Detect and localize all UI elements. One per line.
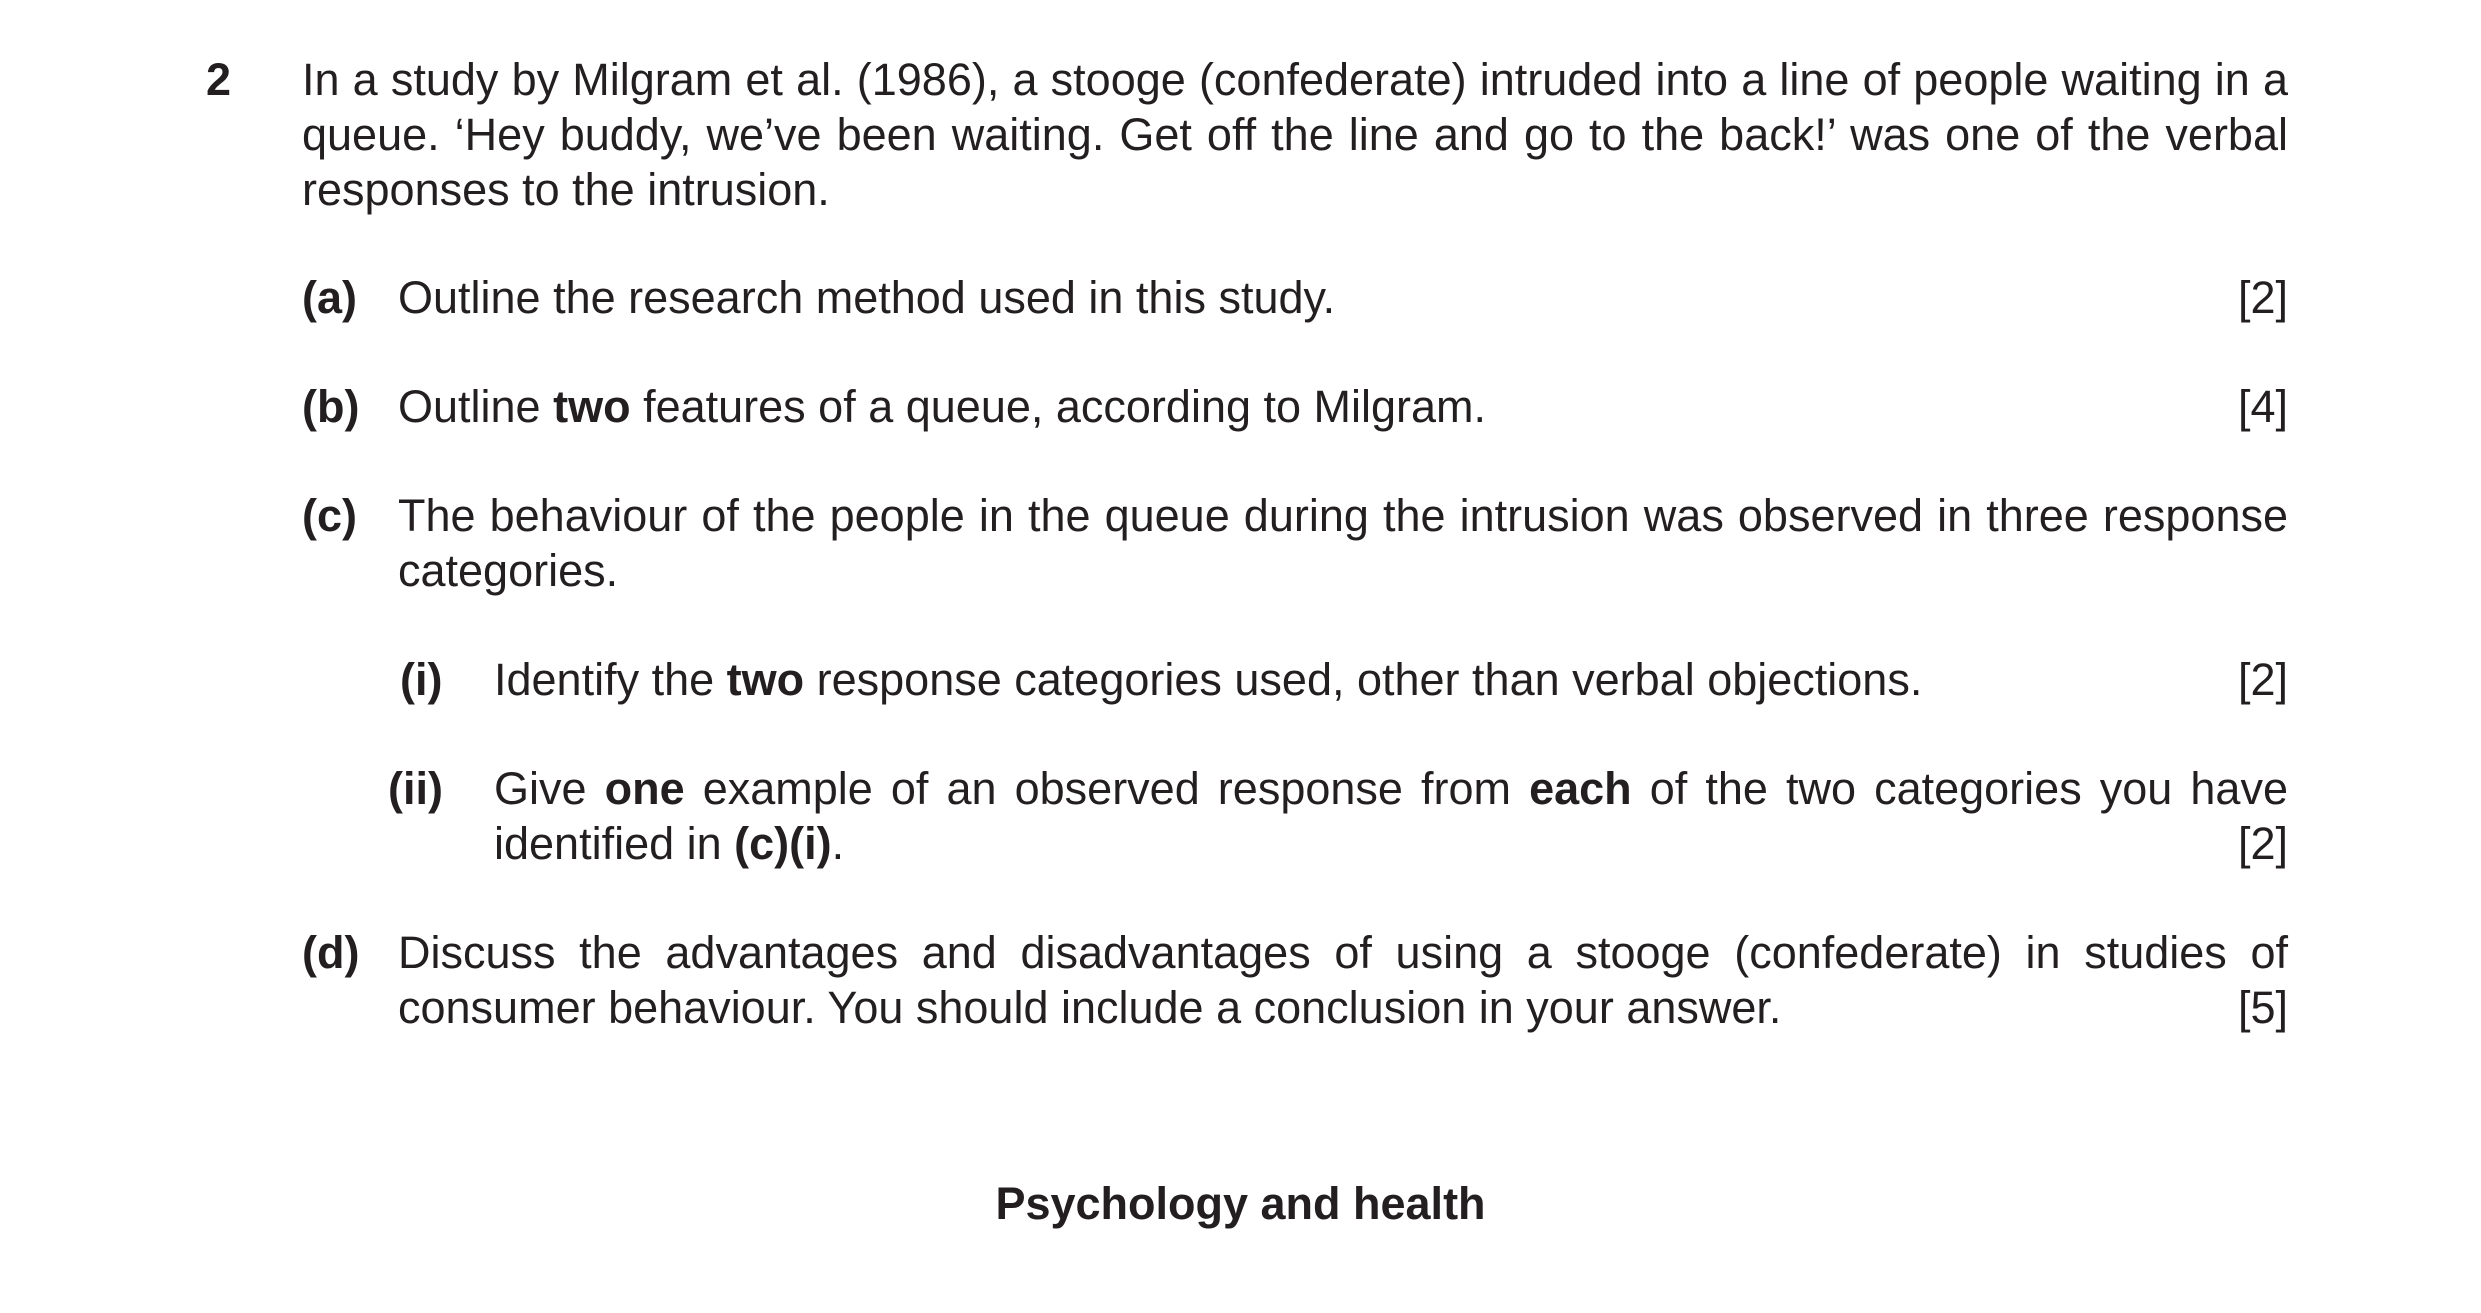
part-a-marks: [2] — [2237, 272, 2288, 323]
part-c-i-text — [494, 652, 2094, 707]
question-stem: In a study by Milgram et al. (1986), a stooge (confederate) intruded into a line of people waiting in a queue. ‘Hey buddy, we’ve been waiting. Get off the line and go to the back!’ was one of the verbal responses to the intrusion. — [302, 54, 2288, 215]
part-c-ii-text-2: example of an observed response from — [684, 763, 1530, 814]
part-c-ii-text — [494, 761, 2288, 871]
question-number: 2 — [206, 54, 232, 105]
part-b-text — [398, 379, 2098, 434]
part-b-marks: [4] — [2237, 381, 2288, 432]
part-c-i-label: (i) — [400, 654, 443, 705]
part-c-text: The behaviour of the people in the queue during the intrusion was observed in three response categories. — [398, 490, 2288, 596]
part-c-ii-emphasis-1: one — [604, 763, 685, 814]
part-c-ii-text-1: Give — [494, 763, 605, 814]
part-c-ii-text-3: of the two categories you have identified in — [494, 763, 2288, 869]
part-b-emphasis: two — [553, 381, 631, 432]
part-d-text: Discuss the advantages and disadvantages of using a stooge (confederate) in studies of consumer behaviour. You should include a conclusion in your answer. — [398, 927, 2288, 1033]
part-b-label: (b) — [302, 381, 360, 432]
part-d-marks: [5] — [2237, 982, 2288, 1033]
part-c-i-text-before: Identify the — [494, 654, 727, 705]
part-c-ii-label: (ii) — [388, 763, 443, 814]
part-c-i-emphasis: two — [726, 654, 805, 705]
part-c-label: (c) — [302, 490, 357, 541]
part-c-ii-emphasis-2: each — [1529, 763, 1632, 814]
part-c-ii-emphasis-3: (c)(i) — [734, 818, 832, 869]
part-c-ii-marks: [2] — [2237, 818, 2288, 869]
part-b-text-after: features of a queue, according to Milgram. — [630, 381, 1487, 432]
part-b-text-before: Outline — [398, 381, 554, 432]
part-c-i-text-after: response categories used, other than verbal objections. — [804, 654, 1923, 705]
part-d-label: (d) — [302, 927, 360, 978]
section-heading: Psychology and health — [995, 1178, 1486, 1229]
part-a-label: (a) — [302, 272, 357, 323]
part-c-ii-text-4: . — [831, 818, 845, 869]
part-c-i-marks: [2] — [2237, 654, 2288, 705]
part-a-text: Outline the research method used in this study. — [398, 272, 1336, 323]
